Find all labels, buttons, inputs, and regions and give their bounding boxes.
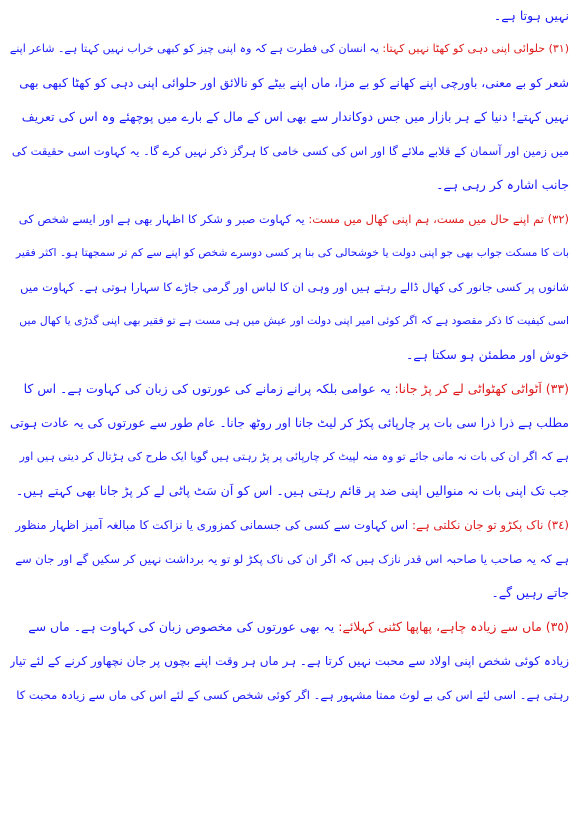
section-31-line-3 xyxy=(10,100,569,134)
section-33-text-3: ہے کہ اگر ان کی بات نہ مانی جائے تو وہ منہ لپیٹ کر چارپائی پر پڑ رہتی ہیں گویا ایک طرح کی ہڑتال کر دیتی ہیں اور xyxy=(19,450,569,463)
section-31-text-2: شعر کو بے معنی، باورچی اپنے کھانے کو بے مزا، ماں اپنے بیٹے کو نالائق اور حلوائی اپنی دہی کو کھٹا کبھی بھی xyxy=(19,76,569,90)
section-31-line-4 xyxy=(10,134,569,168)
section-34-number: (٣٤) xyxy=(547,518,569,532)
section-32-text-1: یہ کہاوت صبر و شکر کا اظہار بھی ہے اور ایسے شخص کی xyxy=(18,212,305,226)
section-32-line-1 xyxy=(10,202,569,236)
section-31-line-2 xyxy=(10,66,569,100)
section-32-text-2: بات کا مسکت جواب بھی جو اپنی دولت یا خوشحالی کی بنا پر کسی دوسرے شخص کو اپنے سے کم تر سمجھتا ہو۔ اکثر فقیر xyxy=(16,246,569,259)
section-34-line-3 xyxy=(10,576,569,610)
section-31-number: (٣١) xyxy=(548,42,569,55)
section-35-text-1: یہ بھی عورتوں کی مخصوص زبان کی کہاوت ہے۔ ماں سے xyxy=(28,619,335,634)
section-33-line-4 xyxy=(10,474,569,508)
section-34-text-2: ہے کہ یہ صاحب یا صاحبہ اس قدر نازک ہیں کہ اگر ان کی ناک پکڑ لو تو یہ برداشت نہیں کر سکیں گے اور جان سے xyxy=(15,552,569,566)
section-35-number: (٣٥) xyxy=(545,619,569,634)
section-32-text-3: شانوں پر کسی جانور کی کھال ڈالے رہتے ہیں اور وہی ان کا لباس اور گرمی جاڑے کا سہارا ہوتی ہے۔ کہاوت میں xyxy=(20,280,569,294)
section-32-line-2 xyxy=(10,236,569,270)
section-32-number: (٣٢) xyxy=(547,212,569,226)
section-33-text-2: مطلب ہے ذرا ذرا سی بات پر چارپائی پکڑ کر لیٹ جانا اور روٹھ جانا۔ عام طور سے عورتوں کی یہ عادت ہوتی xyxy=(10,416,569,430)
section-34-heading: ناک پکڑو تو جان نکلتی ہے: xyxy=(411,518,544,532)
section-31-heading: حلوائی اپنی دہی کو کھٹا نہیں کہتا: xyxy=(382,42,546,55)
document-page xyxy=(10,0,569,712)
section-31-line-1 xyxy=(10,32,569,66)
section-35-text-3: رہتی ہے۔ اسی لئے اس کی بے لوث ممتا مشہور ہے۔ اگر کوئی شخص کسی کے لئے اس کی ماں سے زیادہ محبت کا xyxy=(16,688,569,702)
section-34-line-2 xyxy=(10,542,569,576)
section-34-text-1: اس کہاوت سے کسی کی جسمانی کمزوری یا نزاکت کا مبالغہ آمیز اظہار منظور xyxy=(15,518,409,532)
section-32-text-4: اسی کیفیت کا ذکر مقصود ہے کہ اگر کوئی امیر اپنی دولت اور عیش میں ہی مست ہے تو فقیر بھی اپنی گدڑی یا کھال میں xyxy=(19,314,569,327)
section-33-text-4: جب تک اپنی بات نہ منوالیں اپنی ضد پر قائم رہتی ہیں۔ اس کو اَن سَٹ پاٹی لے کر پڑ جانا بھی کہتے ہیں۔ xyxy=(15,483,569,498)
section-31-line-5 xyxy=(10,168,569,202)
continuation-text: نہیں ہوتا ہے۔ xyxy=(493,8,569,23)
section-35-line-1 xyxy=(10,610,569,644)
section-34-text-3: جاتے رہیں گے۔ xyxy=(491,585,569,600)
section-35-line-2 xyxy=(10,644,569,678)
section-35-text-2: زیادہ کوئی شخص اپنی اولاد سے محبت نہیں کرتا ہے۔ ہر ماں ہر وقت اپنے بچوں پر جان نچھاور کرنے کے لئے تیار xyxy=(10,654,569,668)
section-32-line-4 xyxy=(10,304,569,338)
section-35-line-3 xyxy=(10,678,569,712)
section-31-text-5: جانب اشارہ کر رہی ہے۔ xyxy=(436,177,569,192)
section-31-text-3: نہیں کہتے! دنیا کے ہر بازار میں جس دوکاندار سے بھی اس کے مال کے بارے میں پوچھئے وہ اس کی تعریف xyxy=(21,109,569,124)
continuation-line xyxy=(10,0,569,32)
section-33-line-1 xyxy=(10,372,569,406)
section-35-heading: ماں سے زیادہ چاہے، پھاپھا کٹنی کہلائے: xyxy=(338,619,542,634)
section-33-number: (٣٣) xyxy=(545,381,569,396)
section-32-heading: تم اپنے حال میں مست، ہم اپنی کھال میں مست: xyxy=(308,212,544,226)
section-33-text-1: یہ عوامی بلکہ پرانے زمانے کی عورتوں کی زبان کی کہاوت ہے۔ اس کا xyxy=(23,381,391,396)
section-32-text-5: خوش اور مطمئن ہو سکتا ہے۔ xyxy=(405,347,569,362)
section-34-line-1 xyxy=(10,508,569,542)
section-33-line-3 xyxy=(10,440,569,474)
section-31-text-1: یہ انسان کی فطرت ہے کہ وہ اپنی چیز کو کبھی خراب نہیں کہتا ہے۔ شاعر اپنے xyxy=(10,42,379,55)
section-32-line-3 xyxy=(10,270,569,304)
section-33-heading: اَٹواٹی کھٹواٹی لے کر پڑ جانا: xyxy=(394,381,542,396)
section-31-text-4: میں زمین اور آسمان کے قلابے ملائے گا اور اس کی کسی خامی کا ہرگز ذکر نہیں کرے گا۔ یہ کہاوت اسی حقیقت کی xyxy=(11,144,569,158)
section-32-line-5 xyxy=(10,338,569,372)
section-33-line-2 xyxy=(10,406,569,440)
